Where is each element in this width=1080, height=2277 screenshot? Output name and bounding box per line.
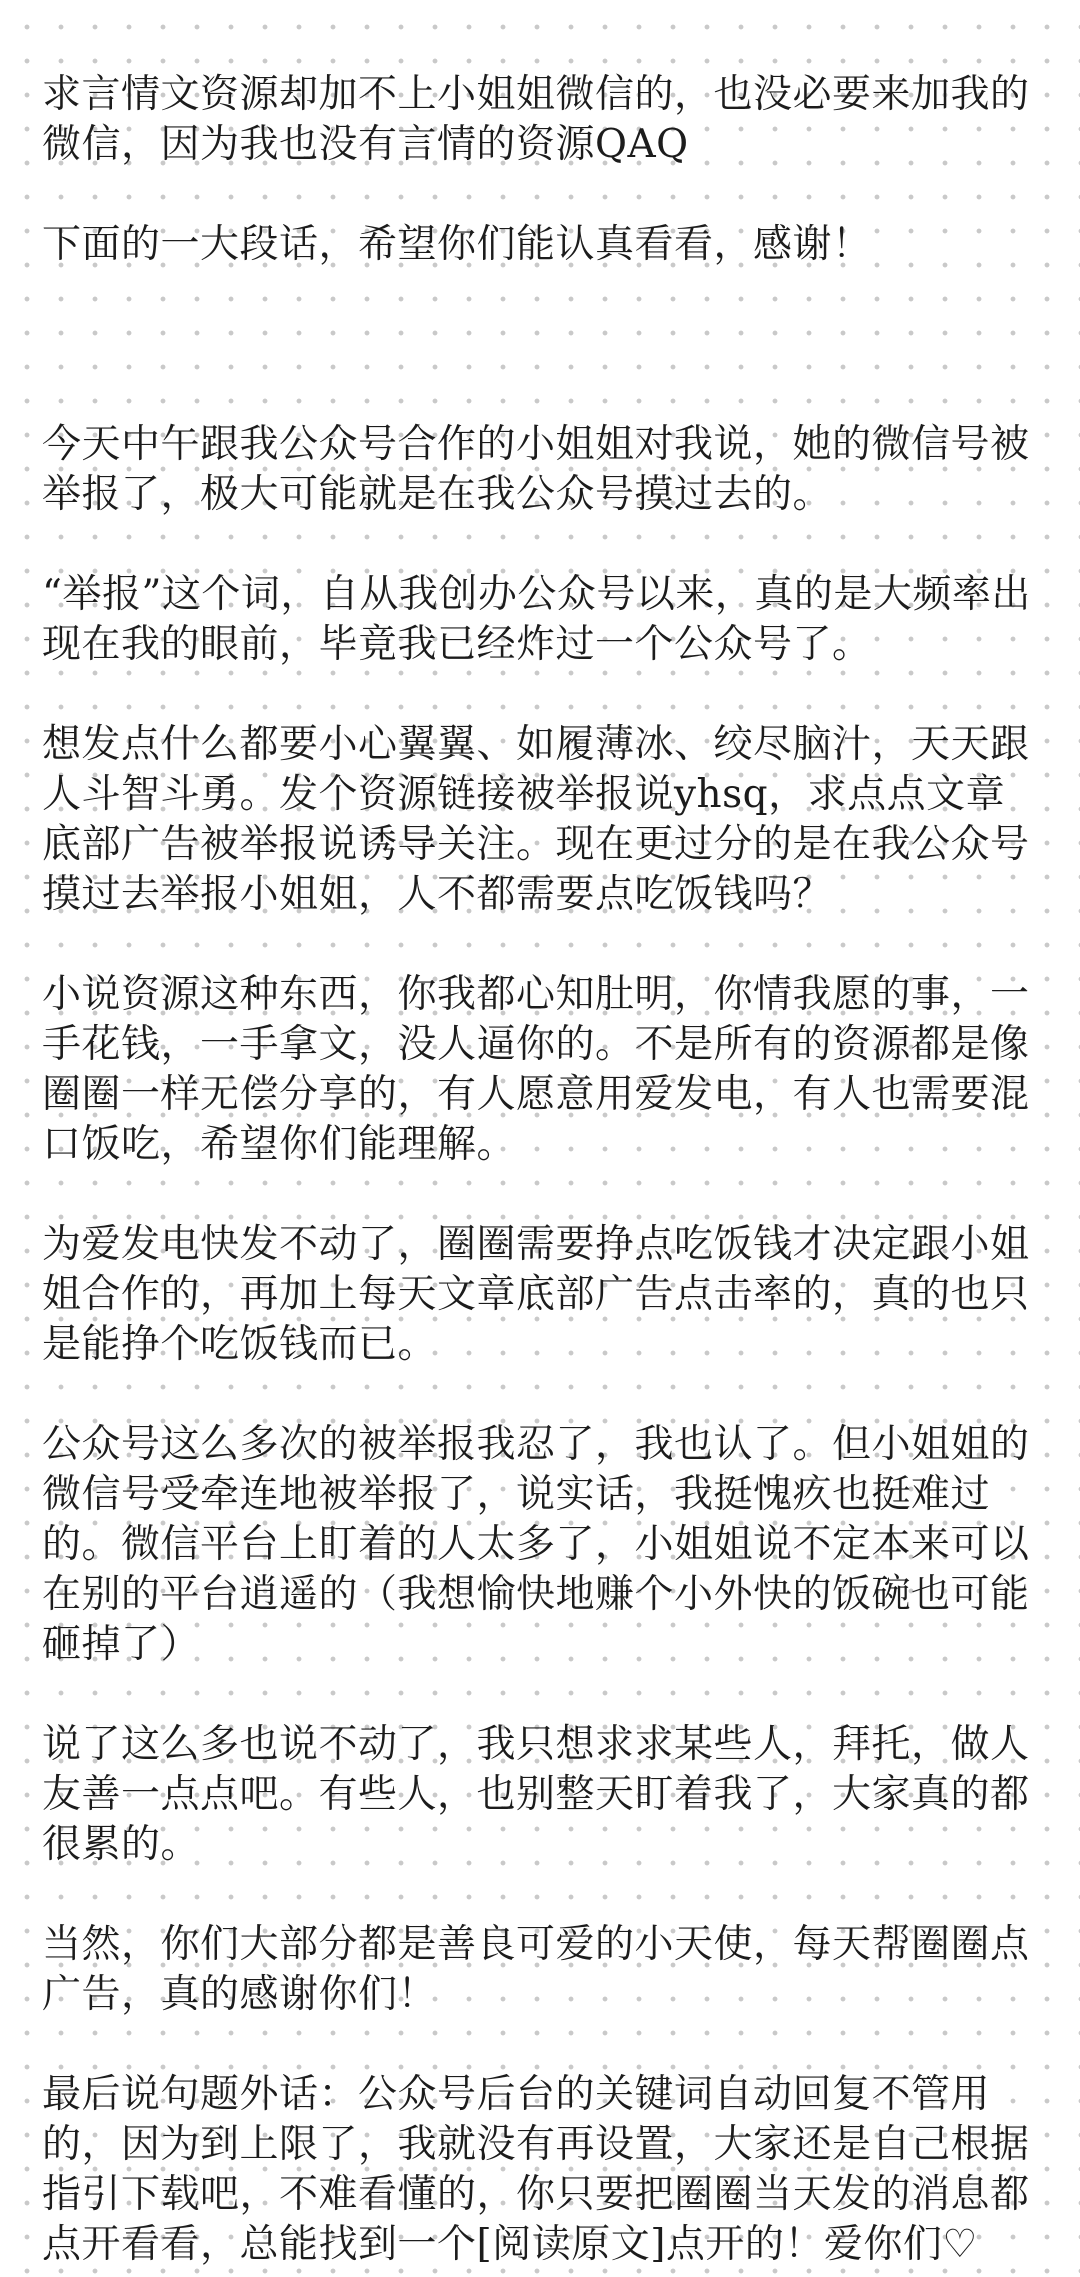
paragraph-gap: [42, 1870, 1040, 1920]
paragraph-gap: [42, 670, 1040, 720]
paragraph-intro: 求言情文资源却加不上小姐姐微信的，也没必要来加我的微信，因为我也没有言情的资源QAQ: [42, 72, 1030, 167]
paragraph-guilt: 公众号这么多次的被举报我忍了，我也认了。但小姐姐的微信号受牵连地被举报了，说实话，我挺愧疚也挺难过的。微信平台上盯着的人太多了，小姐姐说不定本来可以在别的平台逍遥的（我想愉快地赚个小外快的饭碗也可能砸掉了）: [42, 1422, 1030, 1667]
paragraph-cooperation: 为爱发电快发不动了，圈圈需要挣点吃饭钱才决定跟小姐姐合作的，再加上每天文章底部广告点击率的，真的也只是能挣个吃饭钱而已。: [42, 1222, 1030, 1367]
paragraph-gap: [42, 1170, 1040, 1220]
paragraph-report-word: “举报”这个词，自从我创办公众号以来，真的是大频率出现在我的眼前，毕竟我已经炸过一个公众号了。: [42, 572, 1031, 667]
paragraph-gap: [42, 170, 1040, 220]
paragraph-thanks: 当然，你们大部分都是善良可爱的小天使，每天帮圈圈点广告，真的感谢你们！: [42, 1922, 1030, 2017]
paragraph-postscript: 最后说句题外话：公众号后台的关键词自动回复不管用的，因为到上限了，我就没有再设置，大家还是自己根据指引下载吧，不难看懂的，你只要把圈圈当天发的消息都点开看看，总能找到一个[阅读原文]点开的！爱你们♡: [42, 2072, 1030, 2267]
paragraph-gap: [42, 1670, 1040, 1720]
paragraph-report-news: 今天中午跟我公众号合作的小姐姐对我说，她的微信号被举报了，极大可能就是在我公众号摸过去的。: [42, 422, 1030, 517]
paragraph-request: 下面的一大段话，希望你们能认真看看，感谢！: [42, 222, 872, 267]
section-gap: [42, 270, 1040, 420]
paragraph-careful: 想发点什么都要小心翼翼、如履薄冰、绞尽脑汁，天天跟人斗智斗勇。发个资源链接被举报说yhsq，求点点文章底部广告被举报说诱导关注。现在更过分的是在我公众号摸过去举报小姐姐，人不都需要点吃饭钱吗？: [42, 722, 1030, 917]
paragraph-gap: [42, 1370, 1040, 1420]
paragraph-plea: 说了这么多也说不动了，我只想求求某些人，拜托，做人友善一点点吧。有些人，也别整天盯着我了，大家真的都很累的。: [42, 1722, 1030, 1867]
paragraph-resources: 小说资源这种东西，你我都心知肚明，你情我愿的事，一手花钱，一手拿文，没人逼你的。不是所有的资源都是像圈圈一样无偿分享的，有人愿意用爱发电，有人也需要混口饭吃，希望你们能理解。: [42, 972, 1030, 1167]
paragraph-gap: [42, 920, 1040, 970]
paragraph-gap: [42, 520, 1040, 570]
paragraph-gap: [42, 2020, 1040, 2070]
